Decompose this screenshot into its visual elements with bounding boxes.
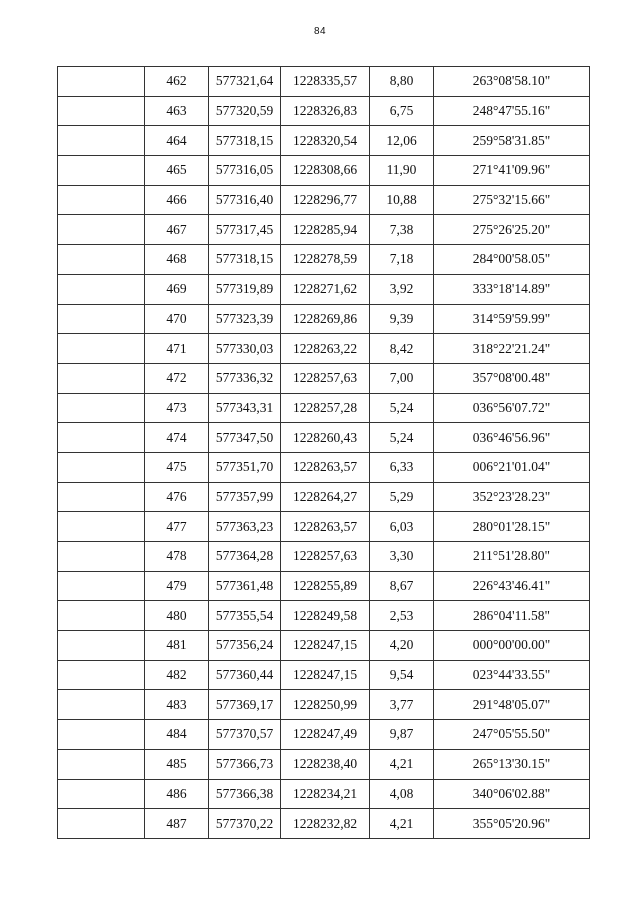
point-number-cell: 467 [145,215,209,245]
point-number-cell: 469 [145,274,209,304]
x-coordinate-cell: 577330,03 [209,334,281,364]
x-coordinate-cell: 577321,64 [209,67,281,97]
distance-cell: 5,24 [370,393,434,423]
row-label-cell [58,779,145,809]
x-coordinate-cell: 577347,50 [209,423,281,453]
point-number-cell: 487 [145,809,209,839]
bearing-cell: 036°46'56.96" [434,423,590,453]
y-coordinate-cell: 1228278,59 [281,245,370,275]
bearing-cell: 280°01'28.15" [434,512,590,542]
bearing-cell: 000°00'00.00" [434,631,590,661]
point-number-cell: 475 [145,452,209,482]
distance-cell: 3,30 [370,542,434,572]
row-label-cell [58,245,145,275]
x-coordinate-cell: 577343,31 [209,393,281,423]
row-label-cell [58,631,145,661]
y-coordinate-cell: 1228271,62 [281,274,370,304]
distance-cell: 3,92 [370,274,434,304]
x-coordinate-cell: 577360,44 [209,660,281,690]
table-row [58,334,590,364]
y-coordinate-cell: 1228247,15 [281,631,370,661]
row-label-cell [58,274,145,304]
y-coordinate-cell: 1228335,57 [281,67,370,97]
row-label-cell [58,720,145,750]
distance-cell: 2,53 [370,601,434,631]
distance-cell: 8,67 [370,571,434,601]
row-label-cell [58,156,145,186]
row-label-cell [58,809,145,839]
point-number-cell: 472 [145,363,209,393]
table-row [58,779,590,809]
table-row [58,452,590,482]
point-number-cell: 479 [145,571,209,601]
x-coordinate-cell: 577355,54 [209,601,281,631]
y-coordinate-cell: 1228263,57 [281,452,370,482]
table-row [58,482,590,512]
y-coordinate-cell: 1228263,22 [281,334,370,364]
point-number-cell: 462 [145,67,209,97]
point-number-cell: 466 [145,185,209,215]
x-coordinate-cell: 577317,45 [209,215,281,245]
row-label-cell [58,601,145,631]
point-number-cell: 476 [145,482,209,512]
distance-cell: 10,88 [370,185,434,215]
bearing-cell: 291°48'05.07" [434,690,590,720]
distance-cell: 4,20 [370,631,434,661]
distance-cell: 11,90 [370,156,434,186]
point-number-cell: 473 [145,393,209,423]
x-coordinate-cell: 577369,17 [209,690,281,720]
table-row [58,126,590,156]
table-row [58,631,590,661]
row-label-cell [58,393,145,423]
bearing-cell: 357°08'00.48" [434,363,590,393]
distance-cell: 4,21 [370,749,434,779]
table-row [58,749,590,779]
x-coordinate-cell: 577319,89 [209,274,281,304]
bearing-cell: 286°04'11.58" [434,601,590,631]
table-row [58,96,590,126]
row-label-cell [58,571,145,601]
bearing-cell: 226°43'46.41" [434,571,590,601]
table-row [58,571,590,601]
table-row [58,690,590,720]
bearing-cell: 318°22'21.24" [434,334,590,364]
x-coordinate-cell: 577357,99 [209,482,281,512]
distance-cell: 9,39 [370,304,434,334]
bearing-cell: 284°00'58.05" [434,245,590,275]
distance-cell: 12,06 [370,126,434,156]
table-row [58,304,590,334]
bearing-cell: 263°08'58.10" [434,67,590,97]
x-coordinate-cell: 577356,24 [209,631,281,661]
y-coordinate-cell: 1228247,49 [281,720,370,750]
row-label-cell [58,363,145,393]
table-row [58,542,590,572]
distance-cell: 8,42 [370,334,434,364]
y-coordinate-cell: 1228260,43 [281,423,370,453]
point-number-cell: 477 [145,512,209,542]
bearing-cell: 275°32'15.66" [434,185,590,215]
bearing-cell: 333°18'14.89" [434,274,590,304]
distance-cell: 6,33 [370,452,434,482]
row-label-cell [58,482,145,512]
point-number-cell: 484 [145,720,209,750]
table-row [58,156,590,186]
y-coordinate-cell: 1228232,82 [281,809,370,839]
row-label-cell [58,334,145,364]
y-coordinate-cell: 1228257,28 [281,393,370,423]
y-coordinate-cell: 1228257,63 [281,542,370,572]
table-row [58,185,590,215]
point-number-cell: 464 [145,126,209,156]
y-coordinate-cell: 1228308,66 [281,156,370,186]
distance-cell: 9,54 [370,660,434,690]
distance-cell: 6,75 [370,96,434,126]
x-coordinate-cell: 577361,48 [209,571,281,601]
bearing-cell: 340°06'02.88" [434,779,590,809]
x-coordinate-cell: 577316,05 [209,156,281,186]
y-coordinate-cell: 1228247,15 [281,660,370,690]
point-number-cell: 471 [145,334,209,364]
point-number-cell: 468 [145,245,209,275]
bearing-cell: 314°59'59.99" [434,304,590,334]
y-coordinate-cell: 1228238,40 [281,749,370,779]
table-row [58,660,590,690]
bearing-cell: 247°05'55.50" [434,720,590,750]
x-coordinate-cell: 577323,39 [209,304,281,334]
table-row [58,512,590,542]
row-label-cell [58,126,145,156]
point-number-cell: 478 [145,542,209,572]
bearing-cell: 248°47'55.16" [434,96,590,126]
table-row [58,245,590,275]
bearing-cell: 352°23'28.23" [434,482,590,512]
point-number-cell: 465 [145,156,209,186]
x-coordinate-cell: 577320,59 [209,96,281,126]
row-label-cell [58,67,145,97]
bearing-cell: 259°58'31.85" [434,126,590,156]
row-label-cell [58,542,145,572]
point-number-cell: 474 [145,423,209,453]
point-number-cell: 463 [145,96,209,126]
row-label-cell [58,512,145,542]
bearing-cell: 265°13'30.15" [434,749,590,779]
x-coordinate-cell: 577336,32 [209,363,281,393]
bearing-cell: 006°21'01.04" [434,452,590,482]
y-coordinate-cell: 1228320,54 [281,126,370,156]
x-coordinate-cell: 577364,28 [209,542,281,572]
x-coordinate-cell: 577370,57 [209,720,281,750]
y-coordinate-cell: 1228263,57 [281,512,370,542]
table-row [58,720,590,750]
row-label-cell [58,690,145,720]
table-row [58,67,590,97]
row-label-cell [58,749,145,779]
coordinates-table [57,66,590,839]
x-coordinate-cell: 577316,40 [209,185,281,215]
table-row [58,363,590,393]
y-coordinate-cell: 1228249,58 [281,601,370,631]
row-label-cell [58,452,145,482]
distance-cell: 8,80 [370,67,434,97]
y-coordinate-cell: 1228326,83 [281,96,370,126]
table-row [58,423,590,453]
y-coordinate-cell: 1228257,63 [281,363,370,393]
row-label-cell [58,215,145,245]
bearing-cell: 023°44'33.55" [434,660,590,690]
bearing-cell: 275°26'25.20" [434,215,590,245]
distance-cell: 4,21 [370,809,434,839]
distance-cell: 7,18 [370,245,434,275]
y-coordinate-cell: 1228234,21 [281,779,370,809]
table-row [58,393,590,423]
distance-cell: 5,29 [370,482,434,512]
table-row [58,274,590,304]
point-number-cell: 483 [145,690,209,720]
point-number-cell: 481 [145,631,209,661]
row-label-cell [58,304,145,334]
point-number-cell: 486 [145,779,209,809]
point-number-cell: 485 [145,749,209,779]
row-label-cell [58,660,145,690]
point-number-cell: 480 [145,601,209,631]
x-coordinate-cell: 577351,70 [209,452,281,482]
bearing-cell: 355°05'20.96" [434,809,590,839]
distance-cell: 6,03 [370,512,434,542]
distance-cell: 3,77 [370,690,434,720]
y-coordinate-cell: 1228285,94 [281,215,370,245]
y-coordinate-cell: 1228296,77 [281,185,370,215]
distance-cell: 5,24 [370,423,434,453]
x-coordinate-cell: 577370,22 [209,809,281,839]
y-coordinate-cell: 1228255,89 [281,571,370,601]
distance-cell: 9,87 [370,720,434,750]
table-row [58,809,590,839]
point-number-cell: 482 [145,660,209,690]
distance-cell: 7,38 [370,215,434,245]
x-coordinate-cell: 577318,15 [209,126,281,156]
bearing-cell: 211°51'28.80" [434,542,590,572]
bearing-cell: 271°41'09.96" [434,156,590,186]
table-row [58,601,590,631]
y-coordinate-cell: 1228264,27 [281,482,370,512]
point-number-cell: 470 [145,304,209,334]
distance-cell: 4,08 [370,779,434,809]
x-coordinate-cell: 577318,15 [209,245,281,275]
y-coordinate-cell: 1228269,86 [281,304,370,334]
table-row [58,215,590,245]
distance-cell: 7,00 [370,363,434,393]
x-coordinate-cell: 577366,73 [209,749,281,779]
row-label-cell [58,185,145,215]
coordinates-table-body [58,67,590,839]
x-coordinate-cell: 577366,38 [209,779,281,809]
row-label-cell [58,423,145,453]
page-number: 84 [313,26,327,37]
y-coordinate-cell: 1228250,99 [281,690,370,720]
row-label-cell [58,96,145,126]
x-coordinate-cell: 577363,23 [209,512,281,542]
bearing-cell: 036°56'07.72" [434,393,590,423]
